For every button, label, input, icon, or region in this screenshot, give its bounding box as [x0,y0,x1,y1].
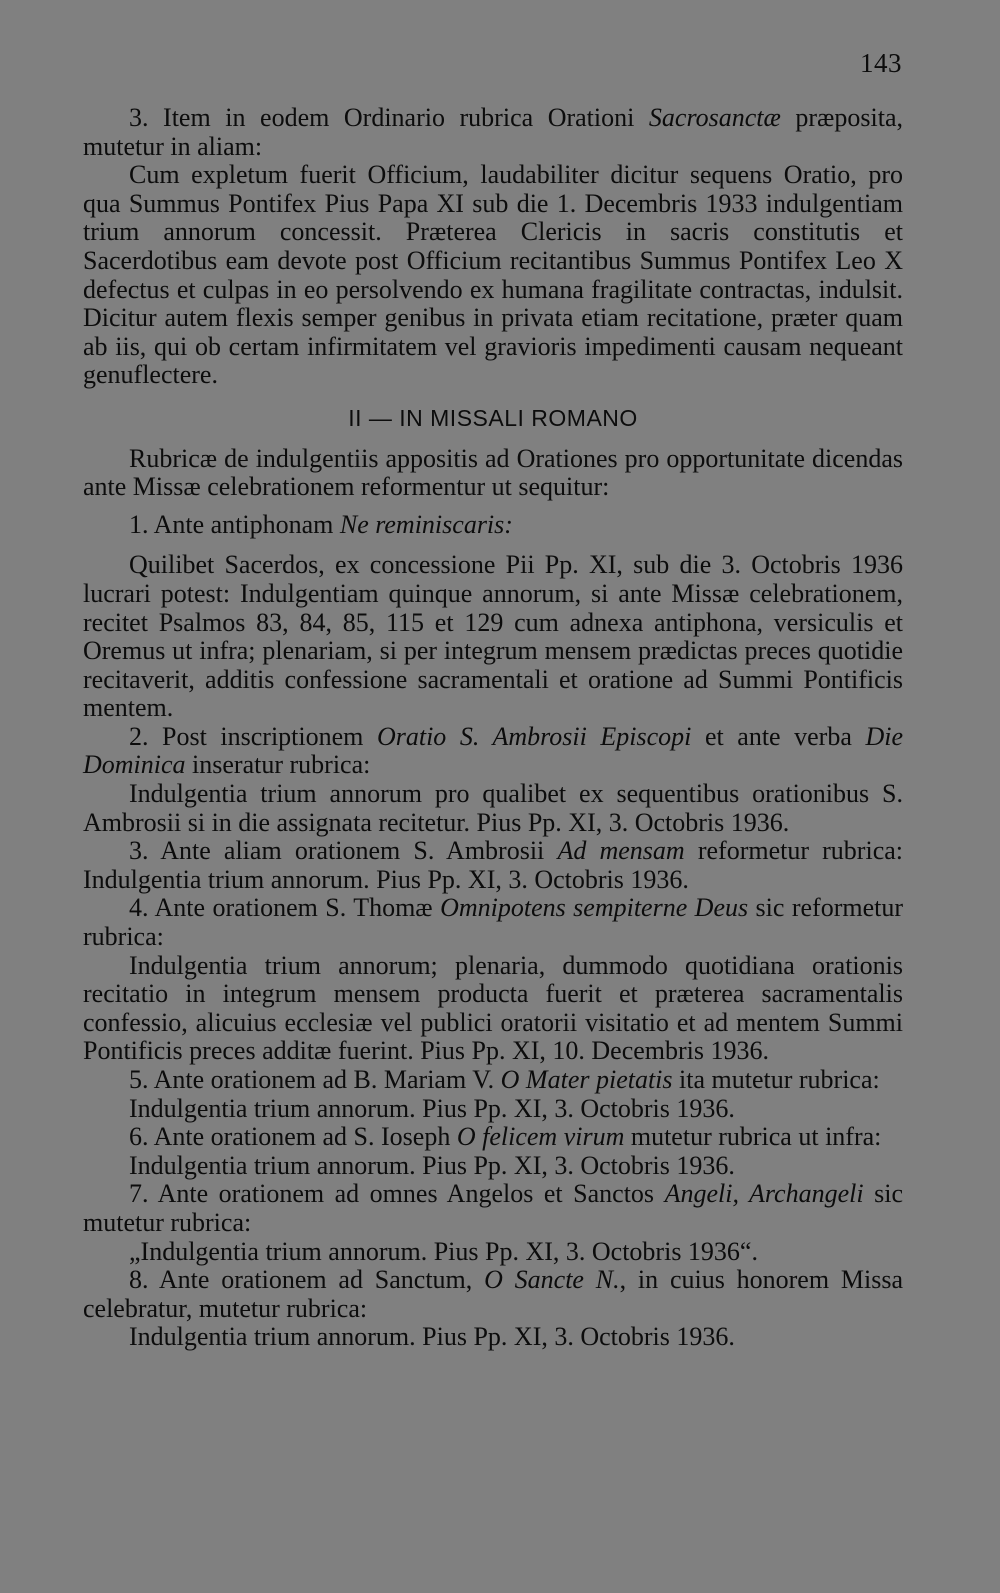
item-3-italic: Ad mensam [557,836,685,866]
item-4-body: Indulgentia trium annorum; plenaria, dummodo quotidiana orationis recitatio in integrum mensem producta fuerit et præterea sacramentalis confessio, alicuius ecclesiæ vel publici oratorii visitatio et ad mentem Summi Pontificis preces additæ fuerint. Pius Pp. XI, 10. Decembris 1936. [83,950,903,1066]
section-3-lead: 3. Item in eodem Ordinario rubrica Orationi [129,103,649,132]
item-6-italic: O felicem virum [456,1122,625,1152]
item-1-body: Quilibet Sacerdos, ex concessione Pii Pp. XI, sub die 3. Octobris 1936 lucrari potest: Indulgentiam quinque annorum, si ante Missæ celebrationem, recitet Psalmos 83, 84, 85, 115 et 129 cum adnexa antiphona, versiculis et Oremus ut infra; plenariam, si per integrum mensem prædictas preces quotidie recitaverit, additis confessione sacramentali et oratione ad Summi Pontificis mentem. [83,550,903,723]
item-7-body: „Indulgentia trium annorum. Pius Pp. XI, 3. Octobris 1936“. [129,1236,758,1266]
item-8-lead-text: 8. Ante orationem ad Sanctum, [129,1265,485,1295]
item-8-body: Indulgentia trium annorum. Pius Pp. XI, 3. Octobris 1936. [129,1322,735,1352]
document-body [83,104,903,1352]
missal-intro: Rubricæ de indulgentiis appositis ad Orationes pro opportunitate dicendas ante Missæ celebrationem reformentur ut sequitur: [83,443,903,502]
section-heading: II — IN MISSALI ROMANO [348,404,638,431]
item-6-tail: mutetur rubrica ut infra: [624,1122,882,1152]
item-5-italic: O Mater pietatis [500,1065,673,1094]
item-2-italic-2: Die Dominica [83,721,903,780]
item-3 [83,837,903,894]
item-3-tail: reformetur rubrica: Indulgentia trium annorum. Pius Pp. XI, 3. Octobris 1936. [83,836,903,894]
item-5-body: Indulgentia trium annorum. Pius Pp. XI, 3. Octobris 1936. [129,1093,735,1123]
section-3-italic: Sacrosanctæ [648,103,781,132]
item-1-italic: Ne reminiscaris: [339,509,513,539]
item-1-lead-text: 1. Ante antiphonam [129,509,340,539]
page-number: 143 [860,48,902,78]
item-2-lead [83,723,903,780]
item-8-lead [83,1266,903,1323]
item-7-lead [83,1180,903,1237]
item-5-lead [83,1066,903,1095]
item-4-tail: sic reformetur rubrica: [83,893,903,952]
item-6-body: Indulgentia trium annorum. Pius Pp. XI, 3. Octobris 1936. [129,1150,735,1180]
item-4-italic: Omnipotens sempiterne Deus [440,893,749,923]
item-8-tail: , in cuius honorem Missa celebratur, mutetur rubrica: [83,1265,903,1323]
item-5-lead-text: 5. Ante orationem ad B. Mariam V. [129,1065,501,1094]
item-4-lead [83,894,903,951]
item-2-italic-1: Oratio S. Ambrosii Episcopi [376,721,692,751]
section-3-body: Cum expletum fuerit Officium, laudabiliter dicitur sequens Oratio, pro qua Summus Pontifex Pius Papa XI sub die 1. Decembris 1933 indulgentiam trium annorum concessit. Præterea Clericis in sacris constitutis et Sacerdotibus eam devote post Officium recitantibus Summus Pontifex Leo X defectus et culpas in eo persolvendo ex humana fragilitate contractas, indulsit. Dicitur autem flexis semper genibus in privata etiam recitatione, præter quam ab iis, qui ob certam infirmitatem vel gravioris impedimenti causam nequeant genuflectere. [83,160,903,390]
item-1-lead [83,511,903,540]
item-7-italic: Angeli, Archangeli [664,1179,864,1209]
item-8-italic: O Sancte N. [484,1265,620,1295]
item-3-lead-text: 3. Ante aliam orationem S. Ambrosii [129,836,558,866]
item-6-lead-text: 6. Ante orationem ad S. Ioseph [129,1122,457,1152]
item-7-lead-text: 7. Ante orationem ad omnes Angelos et Sanctos [129,1179,665,1209]
item-4-lead-text: 4. Ante orationem S. Thomæ [129,893,441,923]
item-5-tail: ita mutetur rubrica: [672,1065,880,1094]
item-7-tail: sic mutetur rubrica: [83,1179,903,1237]
item-2-body: Indulgentia trium annorum pro qualibet ex sequentibus orationibus S. Ambrosii si in die assignata recitetur. Pius Pp. XI, 3. Octobris 1936. [83,779,903,837]
item-2-mid: et ante verba [691,721,866,751]
item-2-tail: inseratur rubrica: [185,750,371,780]
section-3-intro [83,104,903,161]
section-3-tail: præposita, mutetur in aliam: [83,103,903,161]
item-6-lead [83,1123,903,1152]
item-2-lead-text: 2. Post inscriptionem [129,721,377,751]
